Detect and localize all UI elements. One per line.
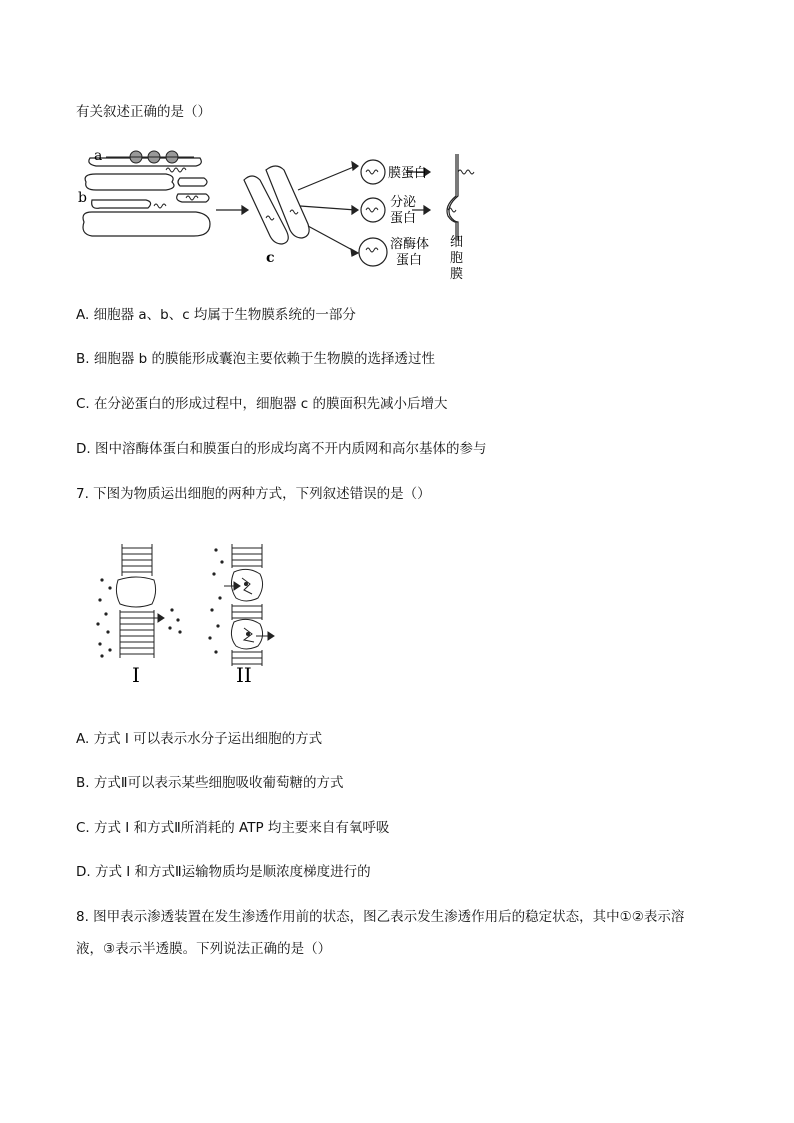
label-cell-membrane-3: 膜 <box>450 267 464 282</box>
golgi-stack <box>266 166 309 238</box>
q8-stem-line2: 液，③表示半透膜。下列说法正确的是（） <box>76 941 332 957</box>
label-membrane-protein: 膜蛋白 <box>388 166 428 181</box>
label-cell-membrane-1: 细 <box>450 235 464 250</box>
label-II: II <box>236 663 252 687</box>
vesicle <box>361 160 385 184</box>
channel-protein <box>116 577 155 607</box>
vesicle <box>361 198 385 222</box>
q7-figure <box>92 540 292 690</box>
er-cisterna <box>89 158 201 166</box>
label-I: I <box>132 663 140 687</box>
er-cisterna <box>177 194 209 202</box>
label-a: a <box>94 148 103 164</box>
q8-stem-line1: 8. 图甲表示渗透装置在发生渗透作用前的状态，图乙表示发生渗透作用后的稳定状态，其中①②表示溶 <box>76 909 685 925</box>
q6-stem: 有关叙述正确的是（） <box>76 104 211 120</box>
label-lysosome-2: 蛋白 <box>396 253 423 268</box>
q7-option-c: C. 方式 I 和方式Ⅱ所消耗的 ATP 均主要来自有氧呼吸 <box>76 820 390 836</box>
q6-option-b: B. 细胞器 b 的膜能形成囊泡主要依赖于生物膜的选择透过性 <box>76 351 435 367</box>
label-cell-membrane-2: 胞 <box>450 251 464 266</box>
membrane-II <box>224 544 274 666</box>
label-b: b <box>78 190 87 206</box>
q6-option-d: D. 图中溶酶体蛋白和膜蛋白的形成均离不开内质网和高尔基体的参与 <box>76 441 487 457</box>
label-c: c <box>266 250 275 266</box>
q6-figure <box>76 140 486 285</box>
q7-stem: 7. 下图为物质运出细胞的两种方式，下列叙述错误的是（） <box>76 486 431 502</box>
q6-option-c: C. 在分泌蛋白的形成过程中，细胞器 c 的膜面积先减小后增大 <box>76 396 448 412</box>
er-cisterna <box>85 174 174 190</box>
er-cisterna <box>92 200 151 208</box>
er-cisterna <box>83 212 210 236</box>
label-lysosome-1: 溶酶体 <box>390 237 430 252</box>
q7-option-b: B. 方式Ⅱ可以表示某些细胞吸收葡萄糖的方式 <box>76 775 344 791</box>
q7-option-d: D. 方式 I 和方式Ⅱ运输物质均是顺浓度梯度进行的 <box>76 864 371 880</box>
membrane-I <box>116 544 164 658</box>
q6-option-a: A. 细胞器 a、b、c 均属于生物膜系统的一部分 <box>76 307 356 323</box>
label-secretory-1: 分泌 <box>390 195 417 210</box>
q7-option-a: A. 方式 I 可以表示水分子运出细胞的方式 <box>76 731 323 747</box>
er-cisterna <box>178 178 207 186</box>
cell-membrane-line <box>447 154 456 240</box>
label-secretory-2: 蛋白 <box>390 211 417 226</box>
